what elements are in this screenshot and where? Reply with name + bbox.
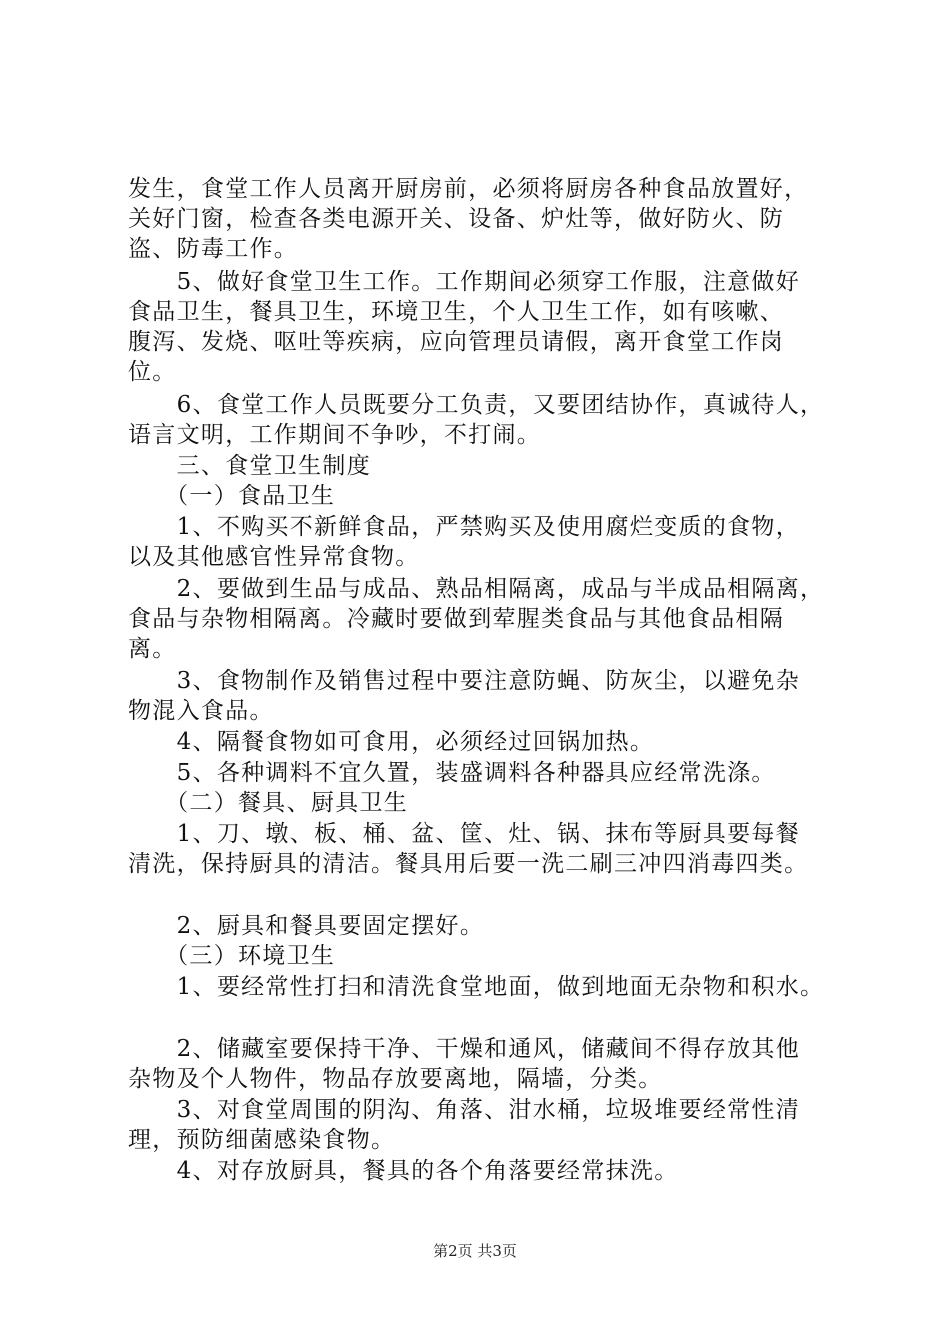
paragraph-line: 1、要经常性打扫和清洗食堂地面，做到地面无杂物和积水。 (128, 974, 825, 1000)
paragraph-line: 语言文明，工作期间不争吵，不打闹。 (128, 422, 542, 448)
paragraph-line: 盗、防毒工作。 (128, 236, 299, 262)
paragraph-line: 以及其他感官性异常食物。 (128, 544, 420, 570)
paragraph-line: 食品卫生，餐具卫生，环境卫生，个人卫生工作，如有咳嗽、 (128, 299, 785, 325)
paragraph-line: 位。 (128, 359, 177, 385)
paragraph-line: 4、隔餐食物如可食用，必须经过回锅加热。 (128, 729, 655, 755)
paragraph-line: 1、刀、墩、板、桶、盆、筐、灶、锅、抹布等厨具要每餐 (128, 821, 801, 847)
paragraph-line: 2、要做到生品与成品、熟品相隔离，成品与半成品相隔离， (128, 576, 825, 602)
subsection-heading: （二）餐具、厨具卫生 (128, 790, 409, 816)
paragraph-line: 理，预防细菌感染食物。 (128, 1127, 396, 1153)
paragraph-line: 6、食堂工作人员既要分工负责，又要团结协作，真诚待人， (128, 392, 825, 418)
paragraph-line: 5、做好食堂卫生工作。工作期间必须穿工作服，注意做好 (128, 269, 801, 295)
paragraph-line: 2、储藏室要保持干净、干燥和通风，储藏间不得存放其他 (128, 1036, 801, 1062)
paragraph-line: 4、对存放厨具，餐具的各个角落要经常抹洗。 (128, 1158, 679, 1184)
subsection-heading: （三）环境卫生 (128, 943, 336, 969)
paragraph-line: 1、不购买不新鲜食品，严禁购买及使用腐烂变质的食物， (128, 514, 801, 540)
page-number-footer: 第2页 共3页 (433, 1242, 517, 1260)
paragraph-line: 物混入食品。 (128, 698, 274, 724)
section-heading: 三、食堂卫生制度 (128, 453, 371, 479)
subsection-heading: （一）食品卫生 (128, 483, 336, 509)
paragraph-line: 腹泻、发烧、呕吐等疾病，应向管理员请假，离开食堂工作岗 (128, 329, 785, 355)
paragraph-line: 杂物及个人物件，物品存放要离地，隔墙，分类。 (128, 1066, 663, 1092)
paragraph-line: 3、对食堂周围的阴沟、角落、泔水桶，垃圾堆要经常性清 (128, 1097, 801, 1123)
paragraph-line: 发生，食堂工作人员离开厨房前，必须将厨房各种食品放置好， (128, 176, 809, 202)
paragraph-line: 清洗，保持厨具的清洁。餐具用后要一洗二刷三冲四消毒四类。 (128, 851, 809, 877)
paragraph-line: 3、食物制作及销售过程中要注意防蝇、防灰尘，以避免杂 (128, 668, 801, 694)
paragraph-line: 离。 (128, 636, 177, 662)
paragraph-line: 食品与杂物相隔离。冷藏时要做到荤腥类食品与其他食品相隔 (128, 606, 785, 632)
paragraph-line: 5、各种调料不宜久置，装盛调料各种器具应经常洗涤。 (128, 760, 776, 786)
paragraph-line: 关好门窗，检查各类电源开关、设备、炉灶等，做好防火、防 (128, 206, 785, 232)
paragraph-line: 2、厨具和餐具要固定摆好。 (128, 913, 485, 939)
